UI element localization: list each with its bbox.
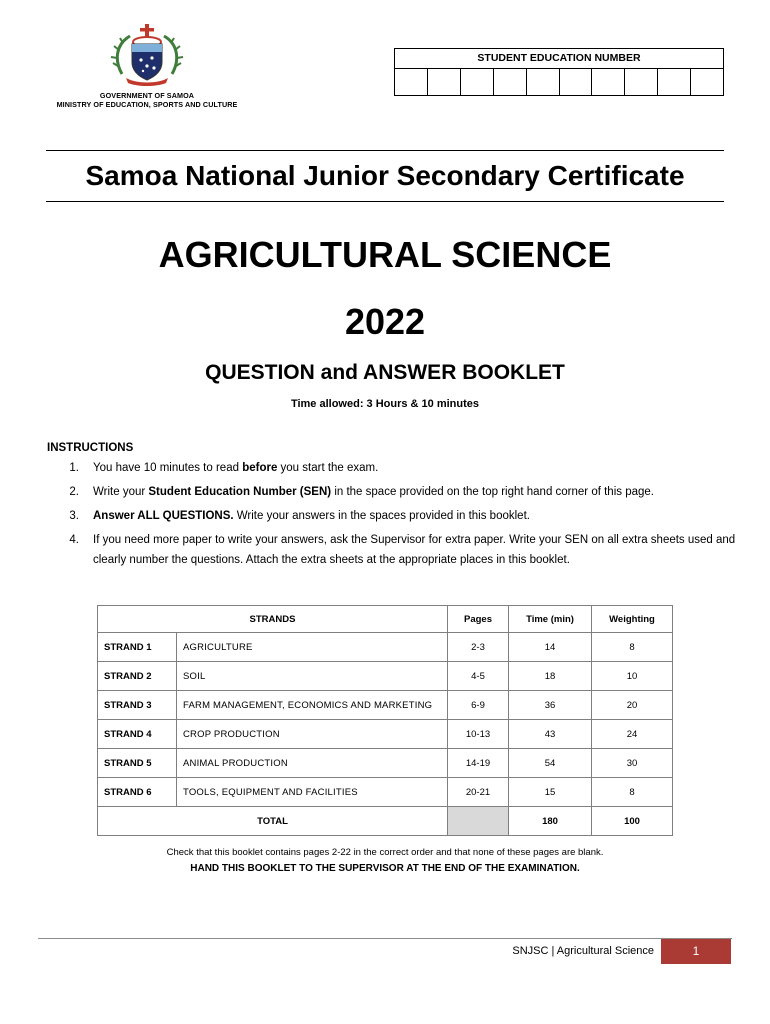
instruction-text (93, 482, 737, 502)
strand-pages: 20-21 (448, 778, 509, 807)
strand-pages: 6-9 (448, 691, 509, 720)
sen-digit-box[interactable] (592, 69, 625, 95)
strand-code: STRAND 2 (98, 662, 177, 691)
strand-code: STRAND 4 (98, 720, 177, 749)
sen-digit-box[interactable] (428, 69, 461, 95)
strand-time: 54 (509, 749, 592, 778)
strand-weighting: 20 (592, 691, 673, 720)
strands-table (97, 605, 673, 836)
government-heading (40, 91, 254, 109)
page-check-note: Check that this booklet contains pages 2-22 in the correct order and that none of these pages are blank. (166, 847, 604, 858)
instruction-text-part: If you need more paper to write your answers, ask the Supervisor for extra paper. Write your SEN on all extra sheets used and clearly number the questions. Attach the extra sheets at the appropriate places in this booklet. (93, 534, 736, 566)
strand-weighting: 8 (592, 633, 673, 662)
strand-time: 36 (509, 691, 592, 720)
instruction-text (93, 506, 737, 526)
total-weighting: 100 (592, 807, 673, 836)
table-row (98, 778, 673, 807)
instruction-text-part: you start the exam. (277, 462, 379, 474)
strand-weighting: 8 (592, 778, 673, 807)
strand-name: FARM MANAGEMENT, ECONOMICS AND MARKETING (177, 691, 448, 720)
strand-time: 43 (509, 720, 592, 749)
strand-name: AGRICULTURE (177, 633, 448, 662)
strand-weighting: 10 (592, 662, 673, 691)
instruction-number: 1. (69, 462, 79, 474)
instruction-text (93, 530, 737, 570)
sen-digit-box[interactable] (658, 69, 691, 95)
instructions-list (47, 458, 737, 574)
strand-pages: 2-3 (448, 633, 509, 662)
strand-pages: 10-13 (448, 720, 509, 749)
footer-text: SNJSC | Agricultural Science (512, 945, 654, 957)
instruction-text-part: Write your answers in the spaces provided in this booklet. (233, 510, 530, 522)
title-rule-top (46, 150, 724, 151)
table-row (98, 720, 673, 749)
ministry-name: MINISTRY OF EDUCATION, SPORTS AND CULTURE (56, 100, 238, 109)
total-pages-shaded (448, 807, 509, 836)
strand-pages: 14-19 (448, 749, 509, 778)
strand-name: ANIMAL PRODUCTION (177, 749, 448, 778)
sen-title: STUDENT EDUCATION NUMBER (395, 49, 723, 69)
strand-name: TOOLS, EQUIPMENT AND FACILITIES (177, 778, 448, 807)
strand-code: STRAND 6 (98, 778, 177, 807)
table-row (98, 662, 673, 691)
student-education-number-box (394, 48, 724, 96)
instruction-text-part: in the space provided on the top right hand corner of this page. (331, 486, 654, 498)
table-row (98, 749, 673, 778)
instruction-text-part: You have 10 minutes to read (93, 462, 243, 474)
samoa-coat-of-arms-icon (108, 22, 186, 86)
strand-weighting: 30 (592, 749, 673, 778)
instruction-emphasis: before (242, 462, 278, 474)
hand-in-note: HAND THIS BOOKLET TO THE SUPERVISOR AT THE END OF THE EXAMINATION. (190, 863, 580, 874)
total-label: TOTAL (98, 807, 448, 836)
strand-code: STRAND 3 (98, 691, 177, 720)
strand-name: SOIL (177, 662, 448, 691)
instruction-text (93, 458, 737, 478)
instruction-emphasis: Answer ALL QUESTIONS. (93, 510, 234, 522)
instruction-item (47, 530, 737, 570)
instruction-number: 2. (69, 486, 79, 498)
instruction-item (47, 482, 737, 502)
sen-digit-box[interactable] (461, 69, 494, 95)
header-weighting: Weighting (592, 606, 673, 633)
header-time: Time (min) (509, 606, 592, 633)
title-rule-bottom (46, 201, 724, 202)
instruction-number: 3. (69, 510, 79, 522)
certificate-title: Samoa National Junior Secondary Certificate (85, 160, 685, 191)
sen-digit-boxes (395, 69, 723, 95)
time-allowed: Time allowed: 3 Hours & 10 minutes (290, 398, 480, 410)
table-header-row (98, 606, 673, 633)
sen-digit-box[interactable] (625, 69, 658, 95)
instruction-text-part: Write your (93, 486, 149, 498)
table-row (98, 691, 673, 720)
strand-time: 14 (509, 633, 592, 662)
sen-digit-box[interactable] (527, 69, 560, 95)
header-pages: Pages (448, 606, 509, 633)
sen-digit-box[interactable] (494, 69, 527, 95)
strand-time: 18 (509, 662, 592, 691)
table-total-row (98, 807, 673, 836)
table-row (98, 633, 673, 662)
strand-time: 15 (509, 778, 592, 807)
instruction-item (47, 458, 737, 478)
instructions-heading: INSTRUCTIONS (47, 442, 134, 454)
total-time: 180 (509, 807, 592, 836)
instruction-item (47, 506, 737, 526)
sen-digit-box[interactable] (560, 69, 593, 95)
instruction-number: 4. (69, 534, 79, 546)
subject-title: AGRICULTURAL SCIENCE (158, 234, 612, 275)
strand-weighting: 24 (592, 720, 673, 749)
strand-name: CROP PRODUCTION (177, 720, 448, 749)
footer-rule (38, 938, 732, 939)
strand-pages: 4-5 (448, 662, 509, 691)
booklet-title: QUESTION and ANSWER BOOKLET (205, 361, 565, 384)
page-number: 1 (661, 939, 731, 964)
exam-year: 2022 (344, 301, 426, 342)
government-name: GOVERNMENT OF SAMOA (99, 91, 195, 100)
instruction-emphasis: Student Education Number (SEN) (148, 486, 332, 498)
sen-digit-box[interactable] (395, 69, 428, 95)
sen-digit-box[interactable] (691, 69, 723, 95)
strand-code: STRAND 1 (98, 633, 177, 662)
strand-code: STRAND 5 (98, 749, 177, 778)
header-strands: STRANDS (98, 606, 448, 633)
